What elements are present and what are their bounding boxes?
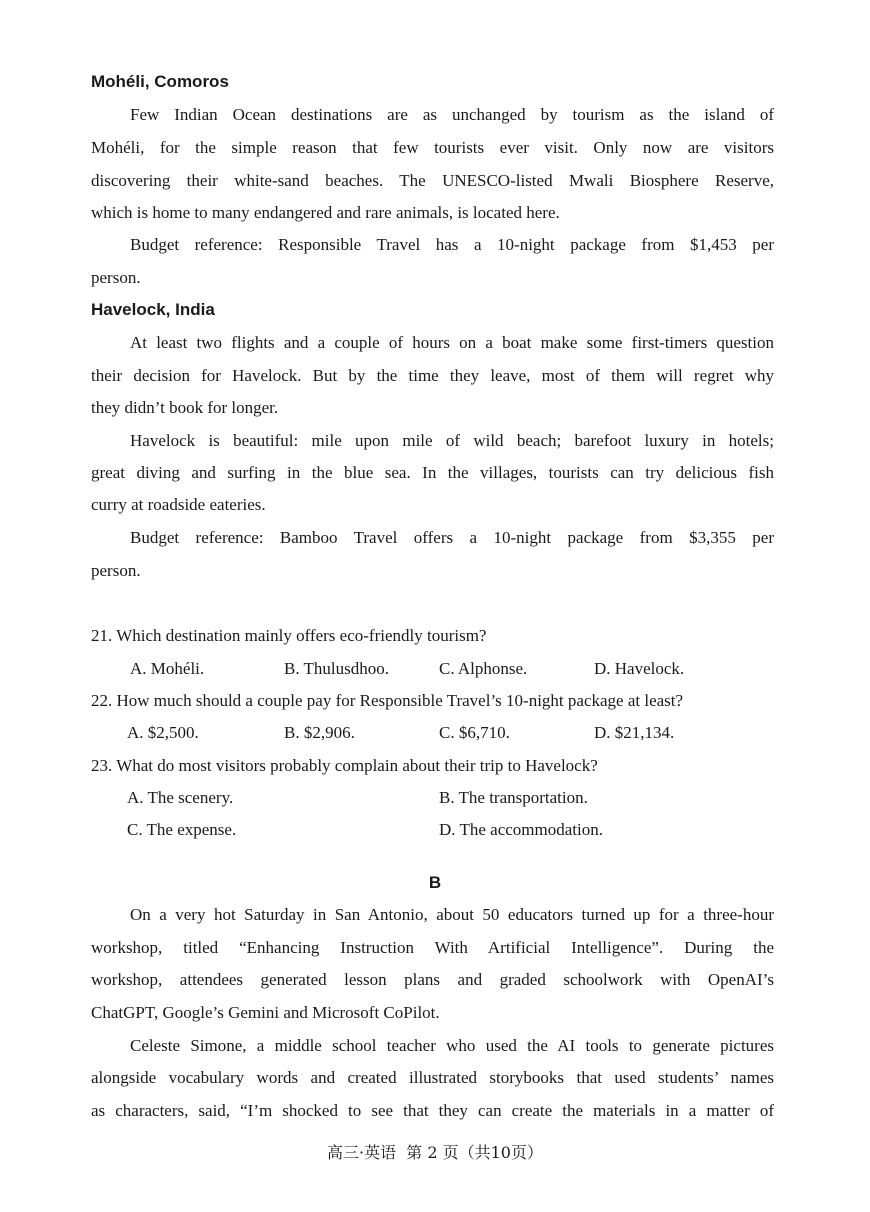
paragraph-line: workshop, attendees generated lesson plans and graded schoolwork with OpenAI’s (91, 970, 774, 989)
paragraph-line: At least two flights and a couple of hours on a boat make some first-timers question (130, 333, 774, 352)
paragraph-line: which is home to many endangered and rare animals, is located here. (91, 203, 560, 222)
budget-reference-line: Budget reference: Responsible Travel has a 10-night package from $1,453 per (130, 235, 774, 254)
answer-option[interactable]: D. Havelock. (594, 659, 685, 678)
paragraph-line: alongside vocabulary words and created illustrated storybooks that used students’ names (91, 1068, 774, 1087)
paragraph-line: as characters, said, “I’m shocked to see that they can create the materials in a matter of (91, 1101, 774, 1120)
answer-option[interactable]: B. Thulusdhoo. (284, 659, 390, 678)
answer-option[interactable]: C. The expense. (127, 820, 237, 839)
question-stem: 22. How much should a couple pay for Responsible Travel’s 10-night package at least? (91, 691, 684, 710)
paragraph-line: their decision for Havelock. But by the time they leave, most of them will regret why (91, 366, 774, 385)
page-footer: 高三·英语 第 2 页（共10页） (327, 1143, 543, 1162)
question-stem: 21. Which destination mainly offers eco-friendly tourism? (91, 626, 487, 645)
paragraph-line: curry at roadside eateries. (91, 495, 266, 514)
answer-option[interactable]: D. The accommodation. (439, 820, 603, 839)
paragraph-line: workshop, titled “Enhancing Instruction With Artificial Intelligence”. During the (91, 938, 774, 957)
answer-option[interactable]: B. The transportation. (439, 788, 588, 807)
section-title: B (428, 873, 442, 892)
destination-heading-moheli: Mohéli, Comoros (91, 72, 229, 91)
budget-reference-line: person. (91, 561, 141, 580)
paragraph-line: they didn’t book for longer. (91, 398, 279, 417)
paragraph-line: ChatGPT, Google’s Gemini and Microsoft CoPilot. (91, 1003, 440, 1022)
answer-option[interactable]: D. $21,134. (594, 723, 675, 742)
paragraph-line: Celeste Simone, a middle school teacher who used the AI tools to generate pictures (130, 1036, 774, 1055)
destination-heading-havelock: Havelock, India (91, 300, 215, 319)
answer-option[interactable]: C. $6,710. (439, 723, 510, 742)
budget-reference-line: Budget reference: Bamboo Travel offers a 10-night package from $3,355 per (130, 528, 774, 547)
paragraph-line: Few Indian Ocean destinations are as unchanged by tourism as the island of (130, 105, 774, 124)
answer-option[interactable]: A. The scenery. (127, 788, 234, 807)
budget-reference-line: person. (91, 268, 141, 287)
question-stem: 23. What do most visitors probably complain about their trip to Havelock? (91, 756, 598, 775)
paragraph-line: Havelock is beautiful: mile upon mile of wild beach; barefoot luxury in hotels; (130, 431, 774, 450)
paragraph-line: discovering their white-sand beaches. The UNESCO-listed Mwali Biosphere Reserve, (91, 171, 774, 190)
answer-option[interactable]: A. Mohéli. (130, 659, 205, 678)
paragraph-line: great diving and surfing in the blue sea. In the villages, tourists can try delicious fish (91, 463, 774, 482)
answer-option[interactable]: A. $2,500. (127, 723, 199, 742)
answer-option[interactable]: B. $2,906. (284, 723, 355, 742)
paragraph-line: Mohéli, for the simple reason that few tourists ever visit. Only now are visitors (91, 138, 774, 157)
paragraph-line: On a very hot Saturday in San Antonio, about 50 educators turned up for a three-hour (130, 905, 774, 924)
answer-option[interactable]: C. Alphonse. (439, 659, 528, 678)
